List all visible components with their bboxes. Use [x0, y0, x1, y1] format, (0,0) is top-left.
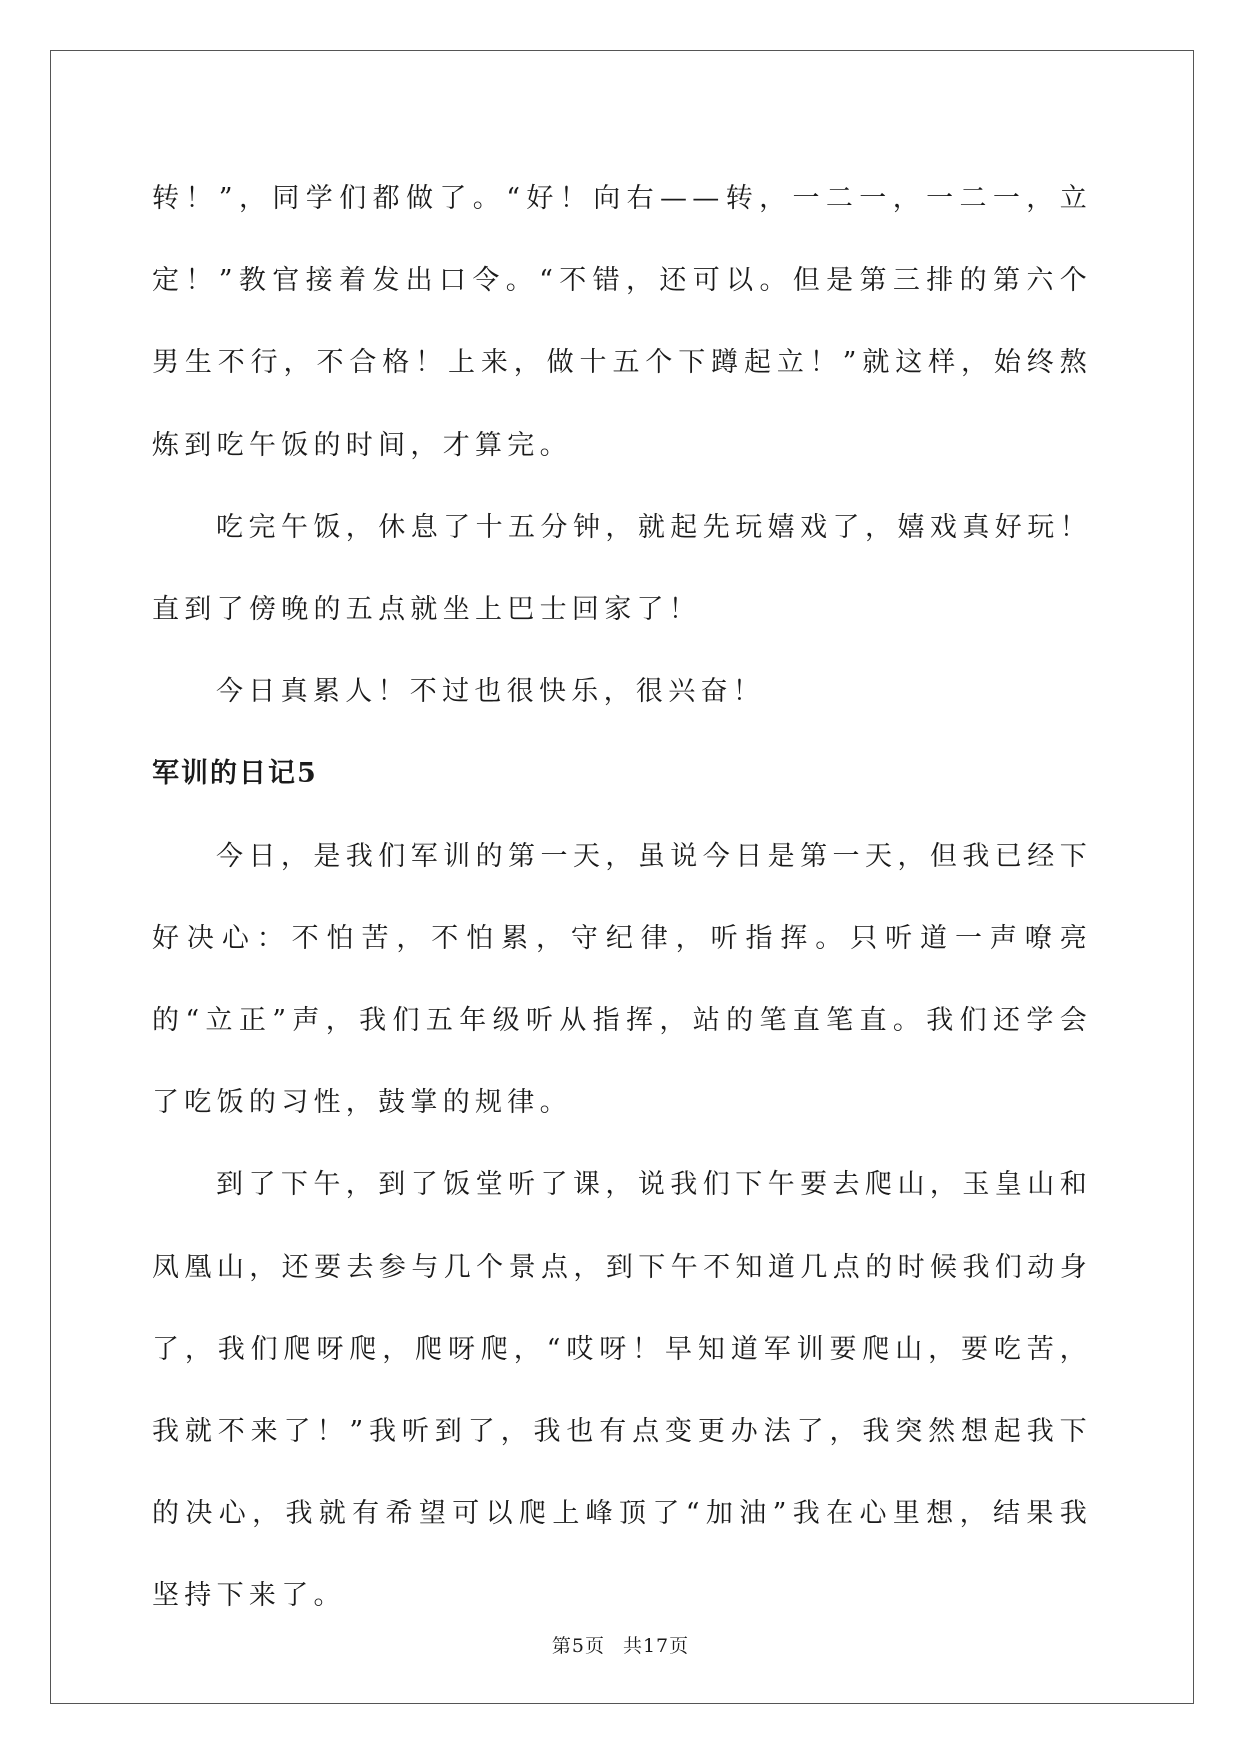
page-total: 共17页: [622, 1635, 690, 1657]
paragraph: 今日，是我们军训的第一天，虽说今日是第一天，但我已经下好决心：不怕苦，不怕累，守纪律，听指挥。只听道一声嘹亮的“立正”声，我们五年级听从指挥，站的笔直笔直。我们还学会了吃饭的习性，鼓掌的规律。: [152, 840, 1092, 1119]
paragraph: 吃完午饭，休息了十五分钟，就起先玩嬉戏了，嬉戏真好玩！直到了傍晚的五点就坐上巴士回家了！: [152, 511, 1092, 626]
section-heading: 军训的日记5: [152, 758, 318, 790]
paragraph: 今日真累人！不过也很快乐，很兴奋！: [216, 676, 766, 708]
page-number: 第5页: [551, 1635, 605, 1657]
paragraph: 转！”，同学们都做了。“好！向右——转，一二一，一二一，立定！”教官接着发出口令。“不错，还可以。但是第三排的第六个男生不行，不合格！上来，做十五个下蹲起立！”就这样，始终熬炼到吃午饭的时间，才算完。: [152, 183, 1092, 461]
paragraph: 到了下午，到了饭堂听了课，说我们下午要去爬山，玉皇山和凤凰山，还要去参与几个景点，到下午不知道几点的时候我们动身了，我们爬呀爬，爬呀爬，“哎呀！早知道军训要爬山，要吃苦，我就不来了！”我听到了，我也有点变更办法了，我突然想起我下的决心，我就有希望可以爬上峰顶了“加油”我在心里想，结果我坚持下来了。: [152, 1169, 1092, 1612]
document-body: [152, 158, 1092, 1638]
page-footer: [0, 1634, 1241, 1658]
